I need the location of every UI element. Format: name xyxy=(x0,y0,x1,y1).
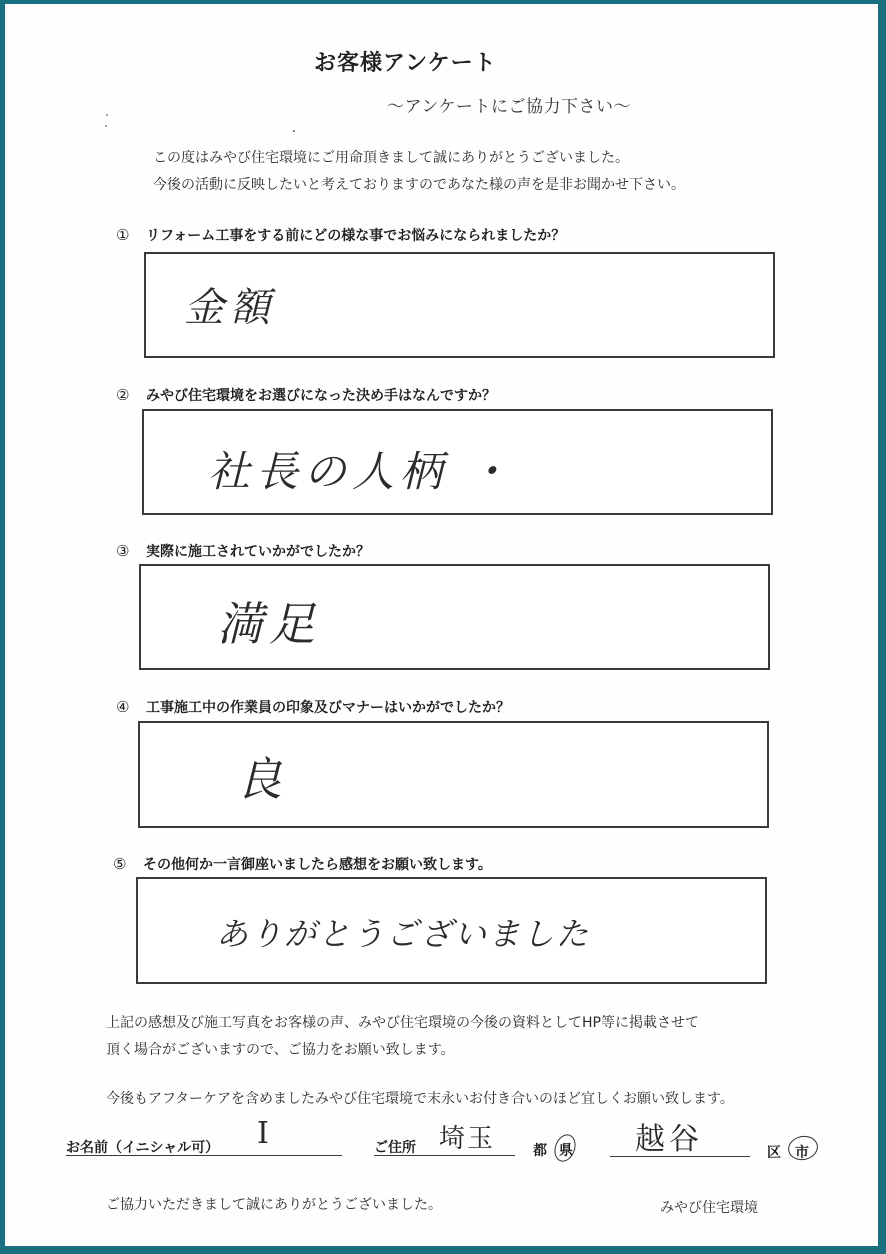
answer-box-4[interactable] xyxy=(138,721,769,828)
answer-box-5[interactable] xyxy=(136,877,767,984)
name-underline xyxy=(66,1155,342,1156)
intro-line-2: 今後の活動に反映したいと考えておりますのであなた様の声を是非お聞かせ下さい。 xyxy=(153,177,685,193)
question-4-label xyxy=(116,697,510,717)
city-selection-circle xyxy=(786,1133,820,1163)
question-number: ③ xyxy=(116,542,130,560)
prefecture-underline xyxy=(374,1155,515,1156)
question-text: 実際に施工されていかがでしたか？ xyxy=(146,544,370,560)
answer-box-1[interactable] xyxy=(144,252,775,358)
notice-line-3: 今後もアフターケアを含めましたみやび住宅環境で末永いお付き合いのほど宜しくお願い致します。 xyxy=(106,1091,734,1107)
question-text: 工事施工中の作業員の印象及びマナーはいかがでしたか？ xyxy=(146,700,510,716)
question-number: ⑤ xyxy=(113,855,127,873)
intro-line-1: この度はみやび住宅環境にご用命頂きまして誠にありがとうございました。 xyxy=(153,150,629,166)
notice-line-1: 上記の感想及び施工写真をお客様の声、みやび住宅環境の今後の資料としてHP等に掲載させて xyxy=(106,1015,699,1031)
question-number: ① xyxy=(116,226,130,244)
prefecture-selection-circle xyxy=(551,1131,579,1164)
prefecture-option-to[interactable]: 都 xyxy=(533,1143,547,1159)
answer-3-handwriting: 満足 xyxy=(217,597,321,651)
city-option-shi[interactable]: 市 xyxy=(795,1145,809,1161)
question-1-label xyxy=(116,225,565,245)
footer-company: みやび住宅環境 xyxy=(660,1200,758,1216)
survey-sheet xyxy=(5,4,878,1246)
answer-1-handwriting: 金額 xyxy=(184,285,276,331)
scan-speck xyxy=(105,125,107,127)
city-field[interactable]: 越谷 xyxy=(635,1122,703,1157)
question-text: みやび住宅環境をお選びになった決め手はなんですか？ xyxy=(146,388,496,404)
prefecture-field[interactable]: 埼玉 xyxy=(439,1124,496,1154)
footer-thanks: ご協力いただきまして誠にありがとうございました。 xyxy=(106,1197,442,1213)
page-subtitle: ～アンケートにご協力下さい～ xyxy=(387,97,631,117)
answer-5-handwriting: ありがとうございました xyxy=(216,915,591,953)
city-option-ku[interactable]: 区 xyxy=(767,1145,781,1161)
answer-2-handwriting: 社長の人柄 ・ xyxy=(208,447,516,496)
answer-box-2[interactable] xyxy=(142,409,773,515)
notice-line-2: 頂く場合がございますので、ご協力をお願い致します。 xyxy=(106,1042,455,1058)
scan-speck xyxy=(293,130,295,132)
answer-4-handwriting: 良 xyxy=(236,752,288,806)
name-label: お名前（イニシャル可） xyxy=(66,1140,220,1156)
answer-box-3[interactable] xyxy=(139,564,770,670)
question-3-label xyxy=(116,541,370,561)
page-title: お客様アンケート xyxy=(314,51,497,76)
scan-speck xyxy=(106,114,108,116)
prefecture-option-ken[interactable]: 県 xyxy=(559,1143,573,1159)
question-number: ④ xyxy=(116,698,130,716)
question-text: リフォーム工事をする前にどの様な事でお悩みになられましたか？ xyxy=(146,228,566,244)
question-2-label xyxy=(116,385,496,405)
name-field[interactable]: I xyxy=(257,1116,275,1151)
question-text: その他何か一言御座いましたら感想をお願い致します。 xyxy=(143,857,492,873)
question-number: ② xyxy=(116,386,130,404)
question-5-label xyxy=(113,854,492,874)
address-label: ご住所 xyxy=(374,1140,416,1156)
